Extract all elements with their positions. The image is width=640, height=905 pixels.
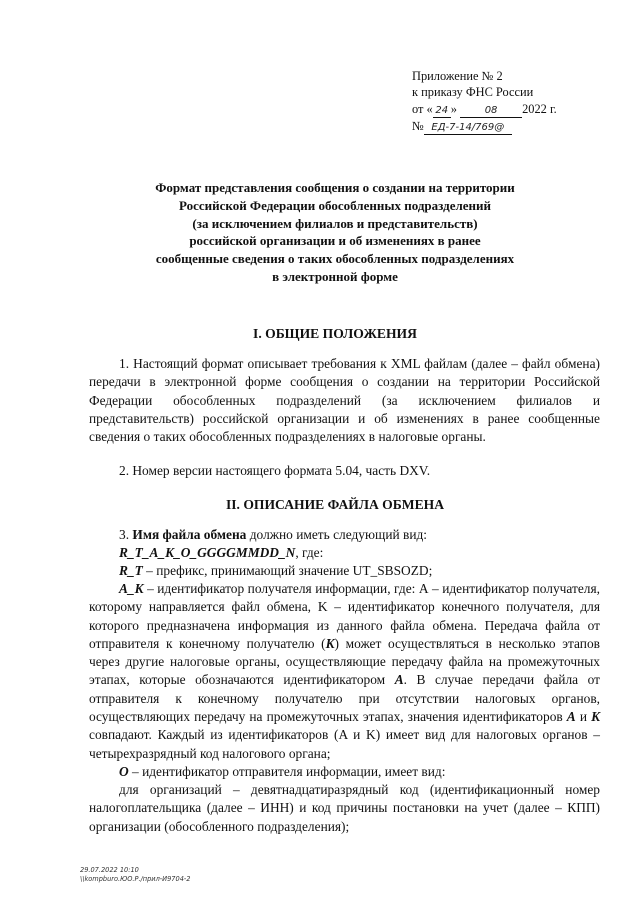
organization-definition: для организаций – девятнадцатиразрядный код (идентификационный номер налогоплательщика (далее – ИНН) и код причины постановки на учет (далее – КПП) организации (обособленного подразделения); — [89, 782, 600, 834]
order-number: № ЕД-7-14/769@ — [412, 118, 622, 135]
paragraph-3: 3. Имя файла обмена должно иметь следующий вид: — [119, 527, 428, 542]
print-footer: 29.07.2022 10:10 \\kompburo.ЮО.Р./прил-И9704-2 — [80, 866, 191, 883]
file-name-pattern: R_T_A_K_O_GGGGMMDD_N, где: — [119, 545, 324, 560]
recipient-definition: A_K – идентификатор получателя информации, где: А – идентификатор получателя, которому направляется файл обмена, K – идентификатор конечного получателя, для которого предназначена информация из данного файла обмена. Передача файла от отправителя к конечному получателю (K) может осуществляться в несколько этапов через другие налоговые органы, осуществляющие передачу файла на промежуточных этапах, которые обозначаются идентификатором A. В случае передачи файла от отправителя к конечному получателю при отсутствии налоговых органов, осуществляющих передачу на промежуточных этапах, значения идентификаторов A и K совпадают. Каждый из идентификаторов (A и K) имеет вид для налоговых органов – четырехразрядный код налогового органа; — [89, 581, 601, 761]
paragraph-1: 1. Настоящий формат описывает требования к XML файлам (далее – файл обмена) передачи в электронной форме сообщения о создании на территории Российской Федерации обособленных подразделений (за исключением филиалов и представительств) российской организации и об изменениях в ранее сообщенные сведения о таких обособленных подразделениях в налоговые органы. — [89, 356, 600, 445]
paragraph-2: 2. Номер версии настоящего формата 5.04, часть DXV. — [119, 463, 431, 478]
appendix-header — [412, 68, 622, 135]
appendix-label: Приложение № 2 — [412, 69, 503, 83]
order-number-value: ЕД-7-14/769@ — [424, 122, 512, 135]
sender-definition: O – идентификатор отправителя информации, имеет вид: — [119, 764, 446, 779]
file-name-term: Имя файла обмена — [132, 527, 247, 542]
section-1-heading: I. ОБЩИЕ ПОЛОЖЕНИЯ — [253, 326, 417, 341]
date-year: 2022 г. — [522, 101, 557, 116]
date-day: 24 — [433, 105, 451, 118]
document-title: Формат представления сообщения о создании на территории Российской Федерации обособленных подразделений (за исключением филиалов и представительств) российской организации и об изменениях в ранее сообщенные сведения о таких обособленных подразделениях в электронной форме — [155, 180, 515, 284]
order-date: от « 24 » 08 2022 г. — [412, 101, 557, 116]
section-2-heading: II. ОПИСАНИЕ ФАЙЛА ОБМЕНА — [225, 497, 445, 512]
order-reference: к приказу ФНС России — [412, 85, 534, 100]
date-month: 08 — [460, 105, 522, 118]
prefix-definition: R_T – префикс, принимающий значение UT_SBSOZD; — [119, 563, 433, 578]
